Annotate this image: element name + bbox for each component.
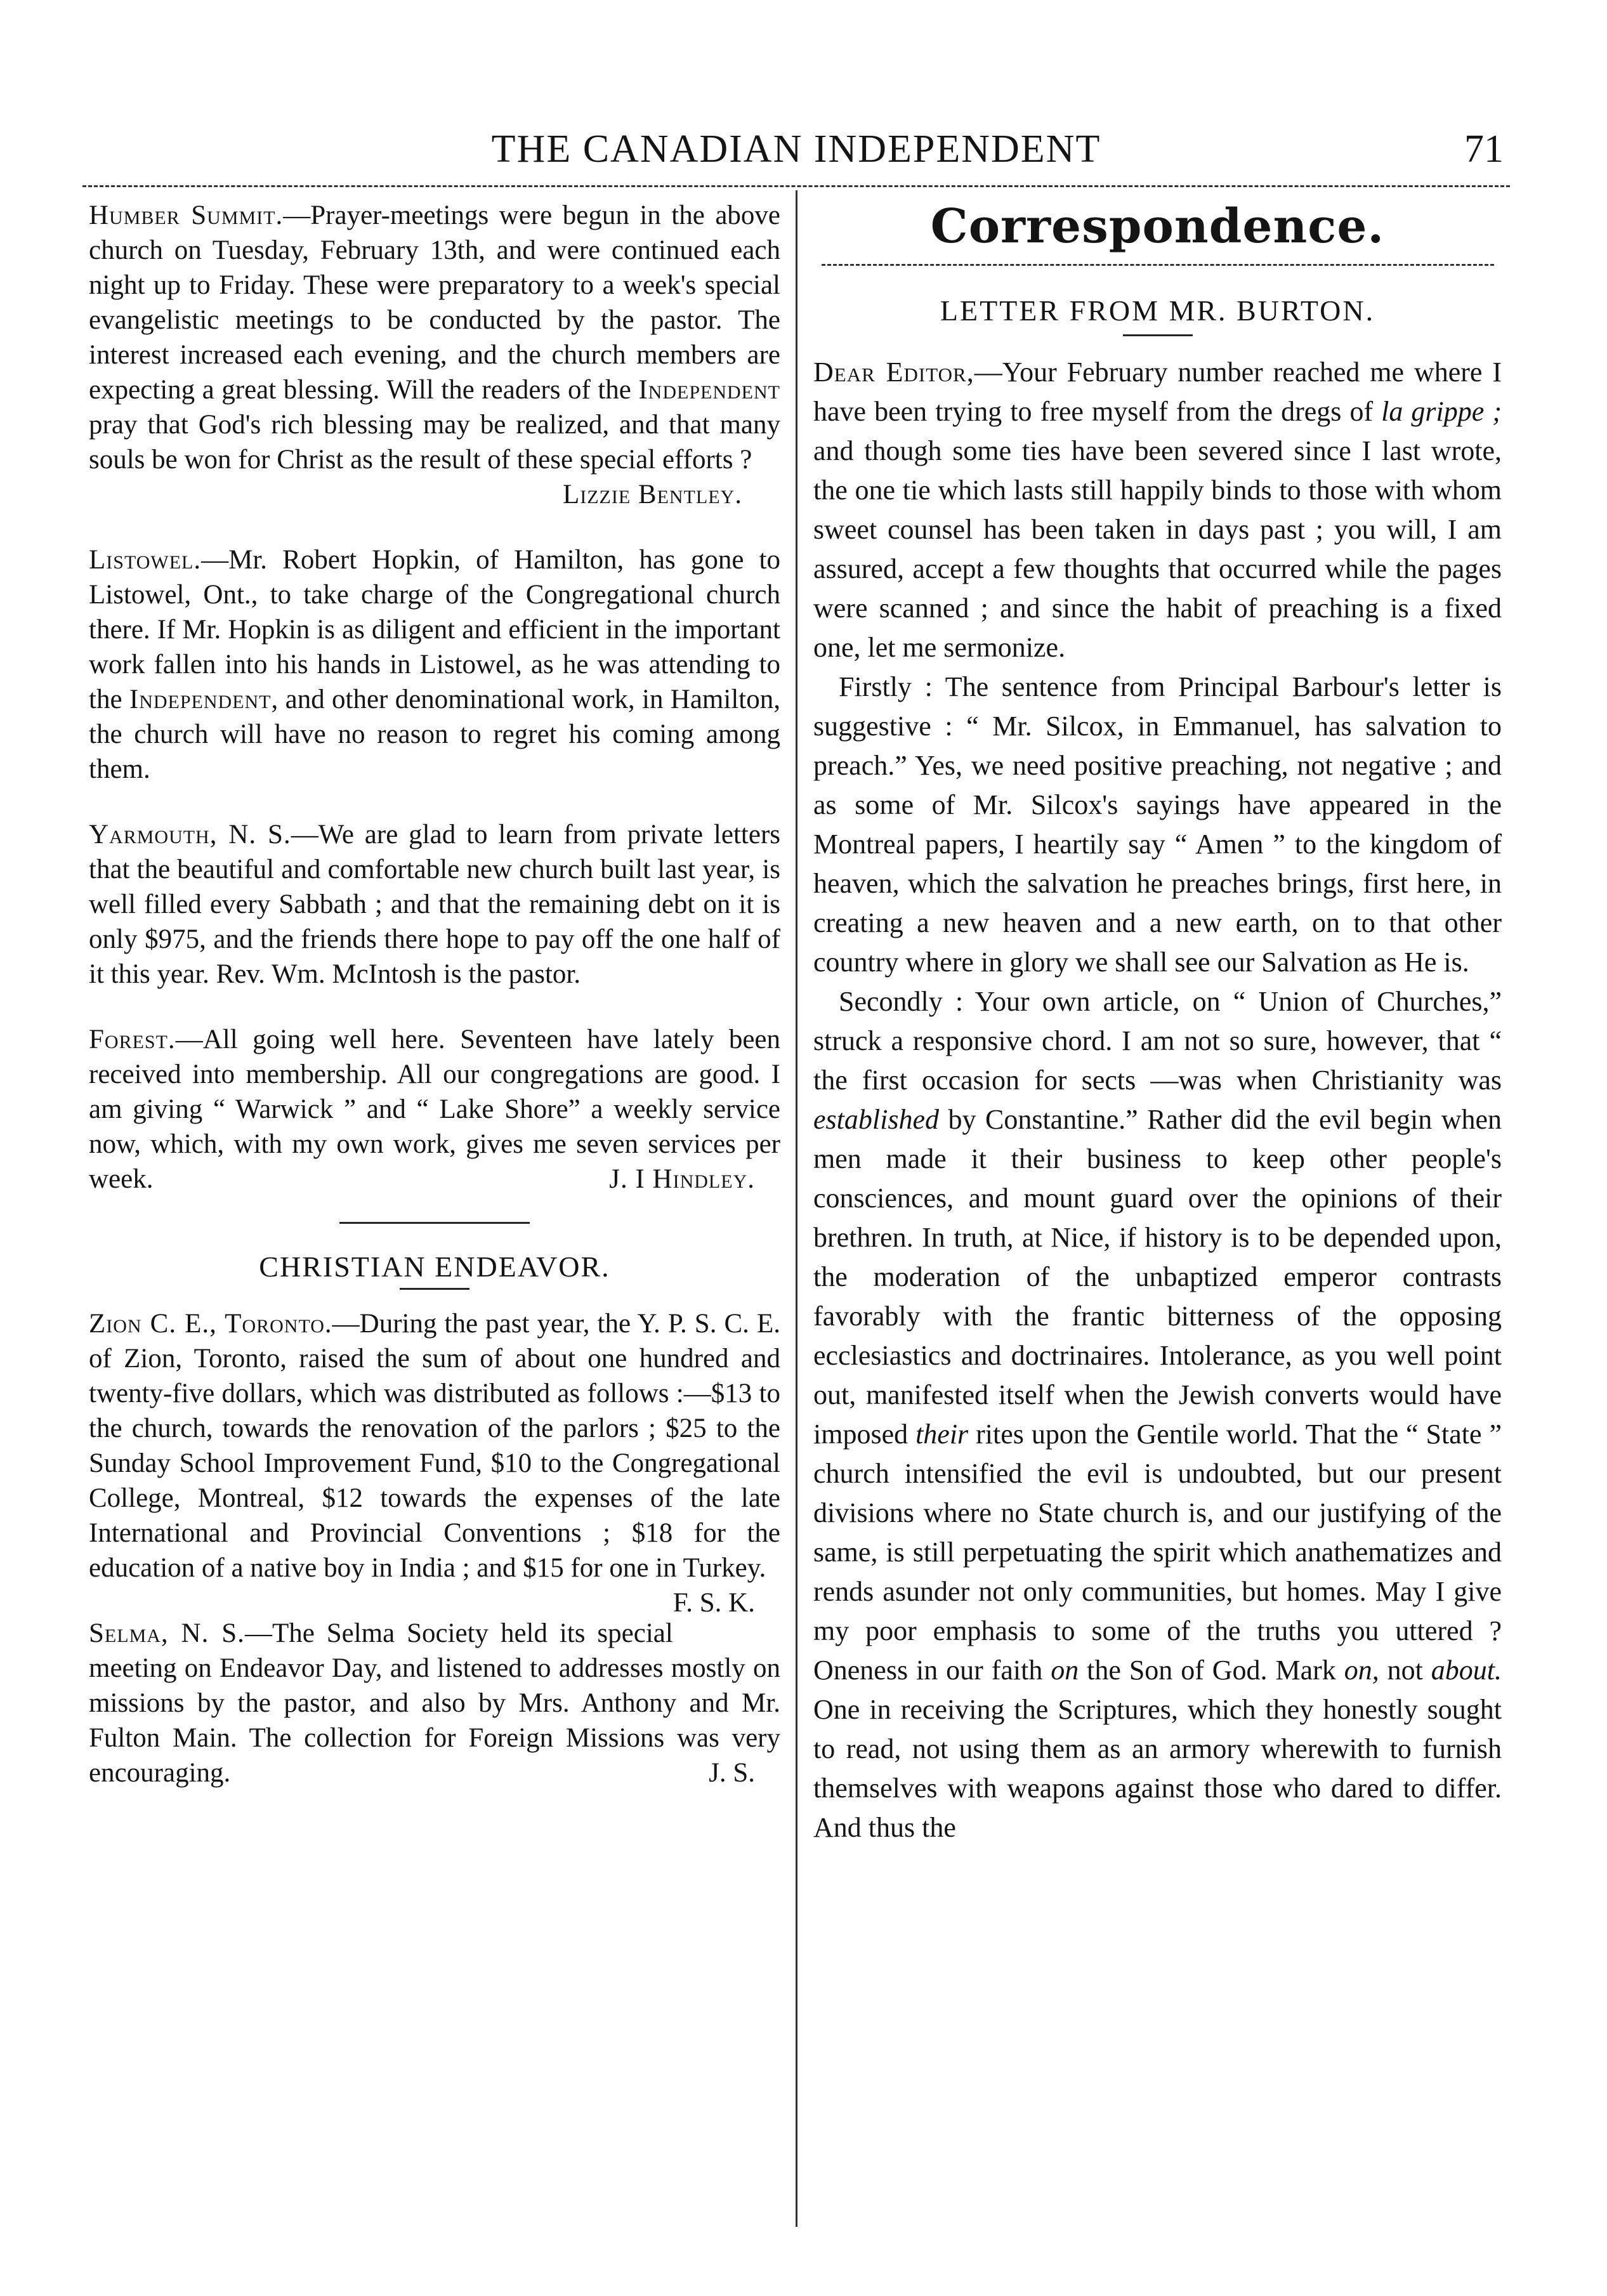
item-text: —Prayer-meetings were begun in the above church on Tuesday, February 13th, and were continued each night up to Friday. These were preparatory to a week's special evangelistic meetings to be conducted by the pastor. The interest increased each evening, and the church members are expecting a great blessing. Will the readers of the <box>89 200 780 405</box>
running-title: THE CANADIAN INDEPENDENT <box>491 128 1101 171</box>
item-text: —The Selma Society held its special meeting on Endeavor Day, and listened to addresses mostly on missions by the pastor, and also by Mrs. Anthony and Mr. Fulton Main. The collection for Foreign Missions was very encouraging. <box>89 1618 780 1788</box>
item-text: —We are glad to learn from private letters that the beautiful and comfortable new church built last year, is well filled every Sabbath ; and that the remaining debt on it is only $975, and the friends there hope to pay off the one half of it this year. Rev. Wm. McIntosh is the pastor. <box>89 820 780 989</box>
paragraph-text: and though some ties have been severed since I last wrote, the one tie which lasts still happily binds to those with whom sweet counsel has been taken in days past ; you will, I am assured, accept a few thoughts that occurred while the pages were scanned ; and since the habit of preaching is a fixed one, let me sermonize. <box>813 435 1502 663</box>
right-column <box>813 198 1502 2247</box>
italic-text: on <box>1051 1655 1079 1686</box>
item-place: Zion C. E., Toronto. <box>89 1309 332 1339</box>
header-rule <box>82 185 1510 187</box>
item-humber-summit <box>89 198 780 477</box>
item-text-after: , and other denominational work, in Hamilton, the church will have no reason to regret his coming among them. <box>89 685 780 784</box>
paper-name: Independent <box>129 685 272 714</box>
correspondence-title: Correspondence. <box>930 199 1385 254</box>
paper-name: Independent <box>638 375 780 405</box>
italic-text: about. <box>1431 1655 1502 1686</box>
page-header <box>82 121 1510 184</box>
item-yarmouth <box>89 817 780 992</box>
correspondence-rule <box>822 264 1494 266</box>
item-zion <box>89 1306 780 1618</box>
paragraph-text: —Your February number reached me where I have been trying to free myself from the dregs of <box>813 357 1502 427</box>
letter-title-rule <box>1123 334 1193 336</box>
item-text-after: pray that God's rich blessing may be realized, and that many souls be won for Christ as the result of these special efforts ? <box>89 410 780 475</box>
page-number: 71 <box>1464 128 1504 171</box>
item-listowel <box>89 542 780 787</box>
letter-title: LETTER FROM MR. BURTON. <box>940 294 1375 327</box>
italic-text: on, <box>1344 1655 1379 1686</box>
item-forest <box>89 1022 780 1197</box>
paragraph-text: rites upon the Gentile world. That the “ State ” church intensified the evil is undoubted, but our present divisions where no State church is, and our justifying of the same, is still perpetuating the spirit which anathematizes and rends asunder not only communities, but homes. May I give my poor emphasis to some of the truths you uttered ? Oneness in our faith <box>813 1419 1502 1686</box>
item-place: Listowel. <box>89 545 202 575</box>
section-rule <box>339 1222 530 1224</box>
paragraph-text: the Son of God. Mark <box>1079 1655 1344 1686</box>
item-text: —During the past year, the Y. P. S. C. E. of Zion, Toronto, raised the sum of about one hundred and twenty-five dollars, which was distributed as follows :—$13 to the church, towards the renovation of the parlors ; $25 to the Sunday School Improvement Fund, $10 to the Congregational College, Montreal, $12 towards the expenses of the late International and Provincial Conventions ; $18 for the education of a native boy in India ; and $15 for one in Turkey. <box>89 1309 780 1583</box>
item-signature: F. S. K. <box>672 1588 755 1618</box>
salutation: Dear Editor, <box>813 357 974 388</box>
item-place: Yarmouth, N. S. <box>89 820 291 850</box>
letter-paragraph-1 <box>813 353 1502 667</box>
paragraph-text: One in receiving the Scriptures, which they honestly sought to read, not using them as an armory wherewith to furnish themselves with weapons against those who dared to differ. And thus the <box>813 1694 1502 1843</box>
section-heading-christian-endeavor: CHRISTIAN ENDEAVOR. <box>259 1250 610 1283</box>
item-selma <box>89 1616 780 1790</box>
paragraph-text: Secondly : Your own article, on “ Union of Churches,” struck a responsive chord. I am not so sure, however, that “ the first occasion for sects —was when Christianity was <box>813 986 1502 1096</box>
item-signature: Lizzie Bentley. <box>562 480 742 509</box>
item-place: Selma, N. S. <box>89 1618 245 1648</box>
left-column <box>89 198 780 2247</box>
item-text: —All going well here. Seventeen have lately been received into membership. All our congregations are good. I am giving “ Warwick ” and “ Lake Shore” a weekly service now, which, with my own work, gives me seven services per week. <box>89 1025 780 1194</box>
item-signature: J. S. <box>709 1758 755 1788</box>
italic-text: their <box>915 1419 969 1450</box>
item-place: Forest. <box>89 1025 176 1054</box>
italic-text: la grippe ; <box>1381 396 1502 427</box>
column-divider <box>796 190 797 2227</box>
letter-paragraph-3 <box>813 982 1502 1847</box>
paragraph-text: by Constantine.” Rather did the evil begin when men made it their business to keep other people's consciences, and mount guard over the opinions of their brethren. In truth, at Nice, if history is to be depended upon, the moderation of the unbaptized emperor contrasts favorably with the frantic bitterness of the opposing ecclesiastics and doctrinaires. Intolerance, as you well point out, manifested itself when the Jewish converts would have imposed <box>813 1104 1502 1450</box>
heading-rule <box>400 1288 469 1290</box>
letter-paragraph-2: Firstly : The sentence from Principal Barbour's letter is suggestive : “ Mr. Silcox, in Emmanuel, has salvation to preach.” Yes, we need positive preaching, not negative ; and as some of Mr. Silcox's sayings have appeared in the Montreal papers, I heartily say “ Amen ” to the kingdom of heaven, which the salvation he preaches brings, first here, in creating a new heaven and a new earth, on to that other country where in glory we shall see our Salvation as He is. <box>813 671 1502 978</box>
paragraph-text: not <box>1379 1655 1431 1686</box>
item-place: Humber Summit. <box>89 200 284 230</box>
item-text: —Mr. Robert Hopkin, of Hamilton, has gone to Listowel, Ont., to take charge of the Congregational church there. If Mr. Hopkin is as diligent and efficient in the important work fallen into his hands in Listowel, as he was attending to the <box>89 545 780 714</box>
italic-text: established <box>813 1104 939 1135</box>
item-signature: J. I Hindley. <box>609 1164 755 1194</box>
